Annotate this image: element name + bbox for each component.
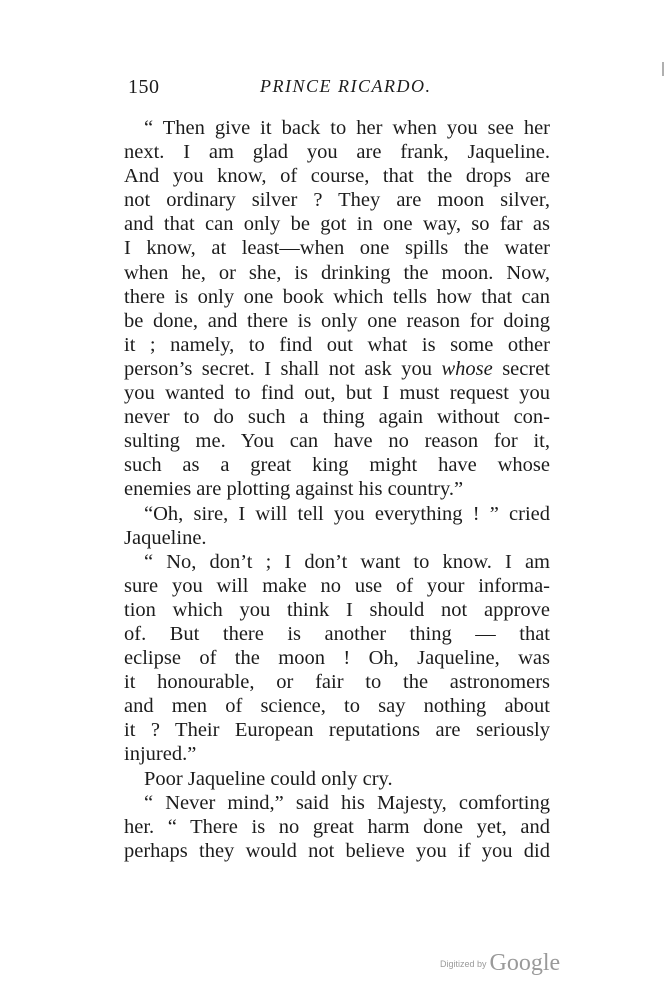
text-line (124, 357, 550, 381)
text-line: such as a great king might have whose (124, 454, 550, 477)
text-line: “ No, don’t ; I don’t want to know. I am (144, 550, 550, 573)
text-line: “Oh, sire, I will tell you everything ! ” cried (144, 502, 550, 525)
text-line: it honourable, or fair to the astronomers (124, 671, 550, 694)
text-line: and that can only be got in one way, so far as (124, 213, 550, 236)
text-segment: person’s secret. I shall not ask you (124, 357, 442, 380)
text-line: it ? Their European reputations are seriously (124, 719, 550, 742)
margin-mark (662, 62, 664, 76)
text-line: tion which you think I should not approve (124, 598, 550, 621)
text-line: be done, and there is only one reason for doing (124, 309, 550, 332)
text-line: eclipse of the moon ! Oh, Jaqueline, was (124, 647, 550, 670)
text-line: and men of science, to say nothing about (124, 695, 550, 718)
text-line: Jaqueline. (124, 526, 207, 549)
running-head: PRINCE RICARDO. (260, 76, 432, 96)
text-line: next. I am glad you are frank, Jaqueline. (124, 141, 550, 164)
text-line: I know, at least—when one spills the water (124, 237, 550, 260)
text-line: Poor Jaqueline could only cry. (144, 767, 393, 790)
text-segment: secret (492, 357, 550, 380)
text-line: of. But there is another thing — that (124, 622, 550, 645)
text-line: you wanted to find out, but I must request you (124, 382, 550, 405)
text-line: enemies are plotting against his country.” (124, 478, 464, 501)
text-line: “ Then give it back to her when you see her (144, 117, 550, 139)
text-line: sure you will make no use of your informa- (124, 574, 550, 597)
text-line: it ; namely, to find out what is some other (124, 333, 550, 356)
text-line: when he, or she, is drinking the moon. Now, (124, 261, 550, 284)
text-line: never to do such a thing again without con- (124, 406, 550, 429)
text-line: perhaps they would not believe you if you did (124, 839, 550, 862)
watermark-brand: Google (489, 950, 561, 976)
page-number: 150 (128, 76, 160, 98)
text-line: there is only one book which tells how that can (124, 285, 550, 308)
emphasis-word: whose (441, 357, 493, 380)
text-line: not ordinary silver ? They are moon silver, (124, 189, 550, 212)
text-line: And you know, of course, that the drops are (124, 165, 550, 188)
text-line: sulting me. You can have no reason for it, (124, 430, 550, 453)
text-line: her. “ There is no great harm done yet, and (124, 815, 550, 838)
page-header (128, 76, 550, 102)
body-text (124, 116, 550, 863)
digitized-watermark (440, 950, 560, 977)
watermark-prefix: Digitized by (440, 959, 487, 969)
text-line: injured.” (124, 743, 197, 766)
text-line: “ Never mind,” said his Majesty, comforting (144, 791, 550, 814)
